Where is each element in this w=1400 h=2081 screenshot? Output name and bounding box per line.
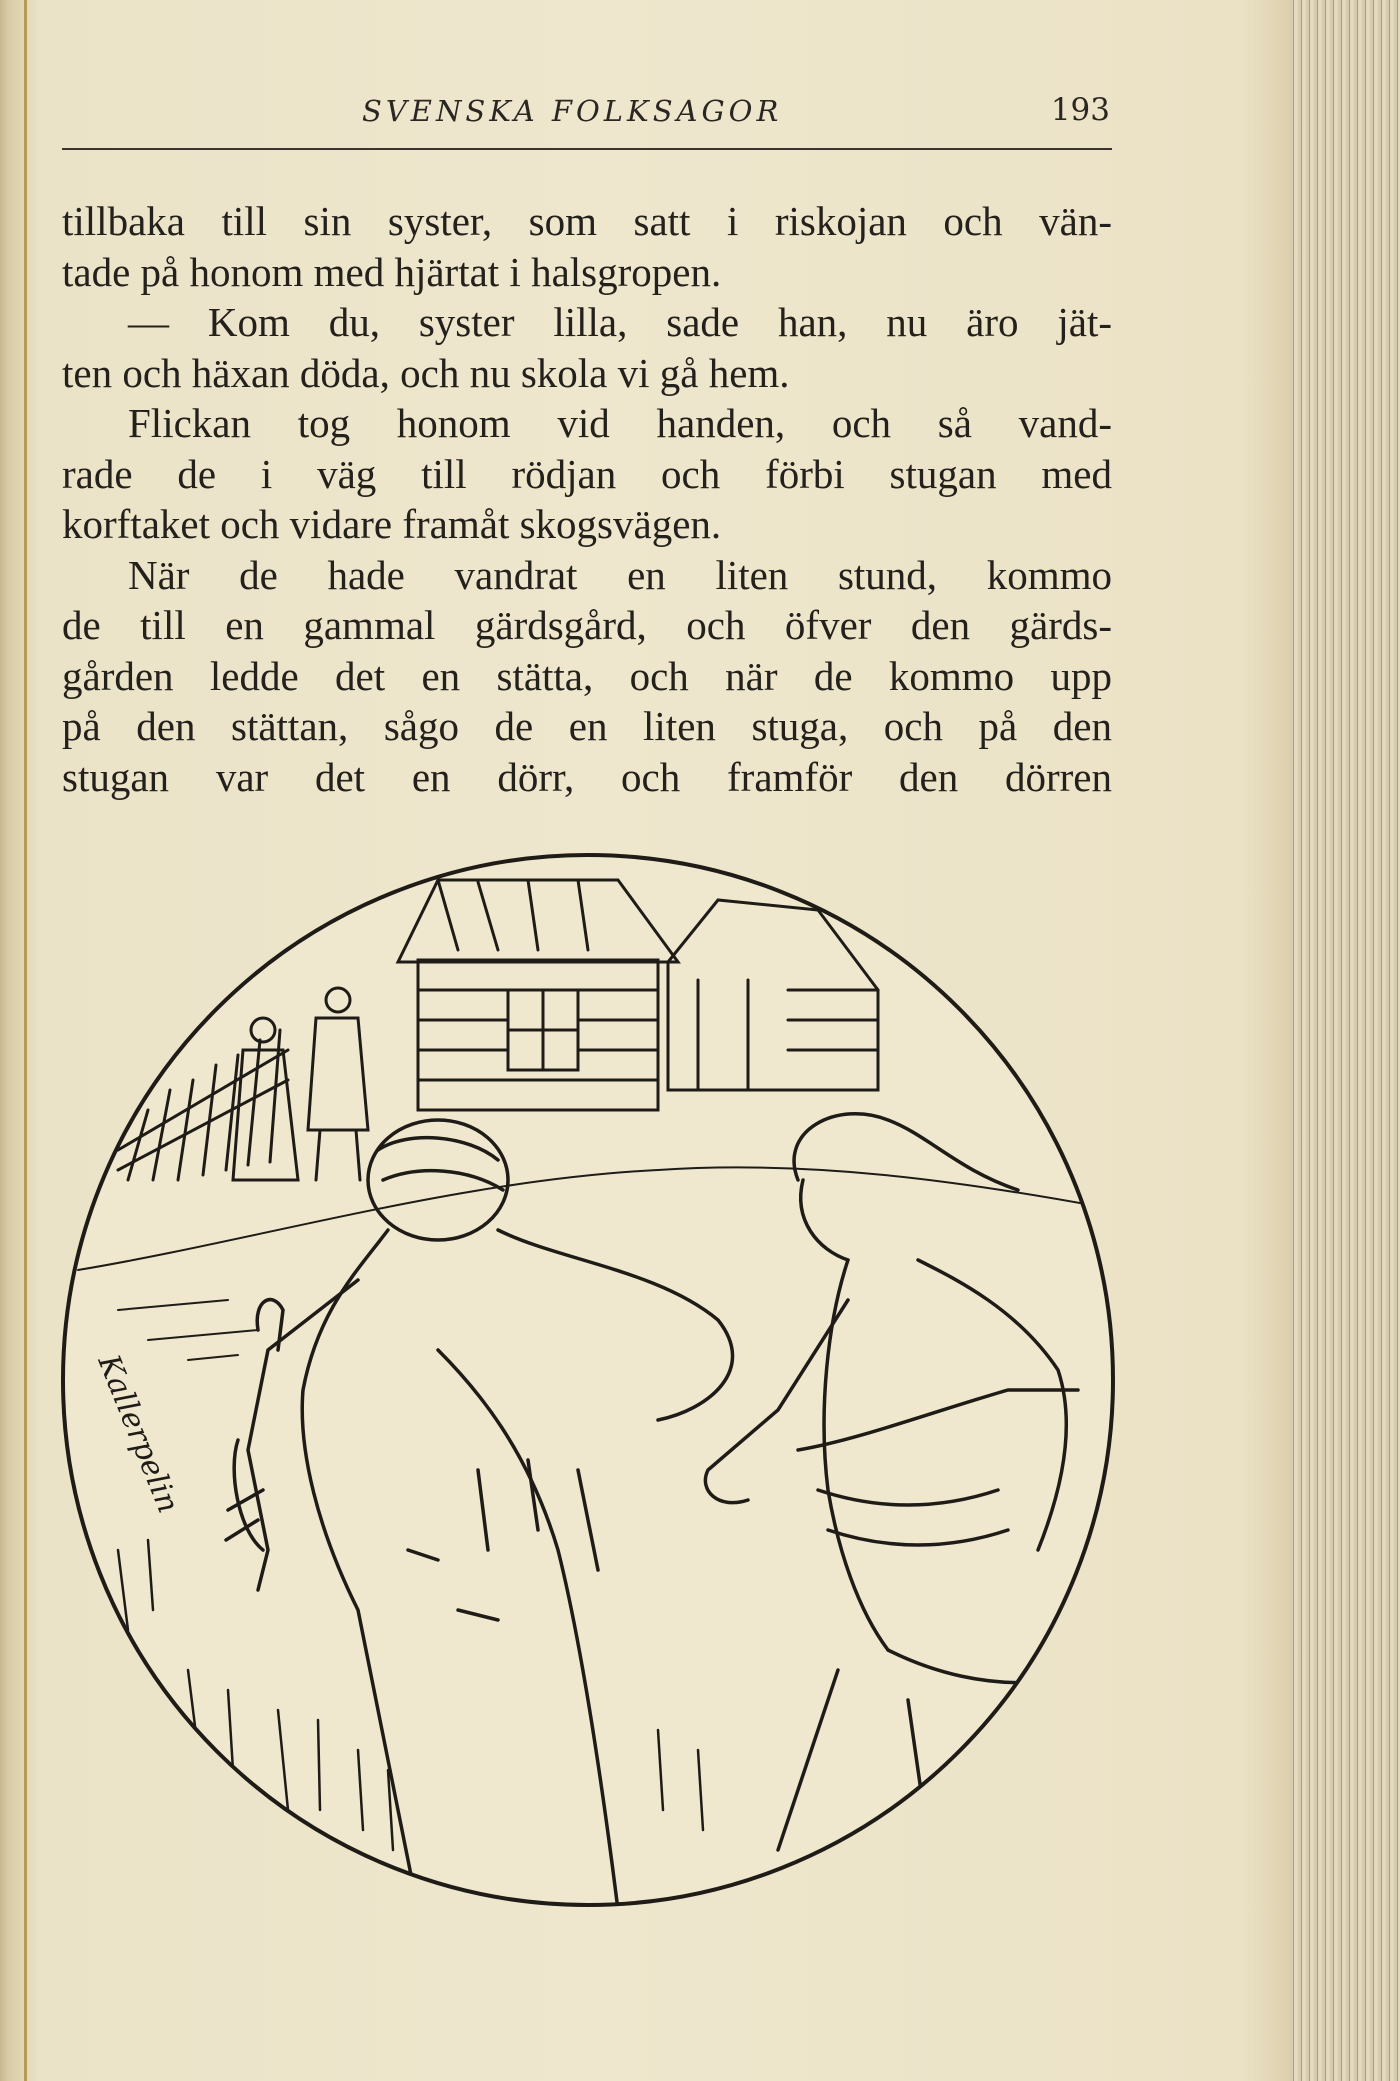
text-line: rade de i väg till rödjan och förbi stugan med <box>62 450 1112 497</box>
text-line: gården ledde det en stätta, och när de kommo upp <box>62 652 1112 699</box>
page-edges <box>1290 0 1400 2081</box>
text-line: stugan var det en dörr, och framför den dörren <box>62 753 1112 800</box>
text-line: ten och häxan döda, och nu skola vi gå hem. <box>62 349 790 396</box>
text-line: de till en gammal gärdsgård, och öfver den gärds- <box>62 602 1112 648</box>
text-line: tade på honom med hjärtat i halsgropen. <box>62 248 722 295</box>
header-rule <box>62 148 1112 150</box>
text-line: — Kom du, syster lilla, sade han, nu äro jät- <box>128 299 1112 345</box>
running-head <box>62 88 1112 138</box>
illustrator-signature: Kallerpelin <box>90 1349 186 1518</box>
text-line: på den stättan, sågo de en liten stuga, och på den <box>62 703 1112 749</box>
text-line: När de hade vandrat en liten stund, kommo <box>128 551 1112 598</box>
story-illustration <box>58 850 1118 1910</box>
text-line: tillbaka till sin syster, som satt i riskojan och vän- <box>62 198 1112 244</box>
page-gutter <box>24 0 27 2081</box>
story-text <box>62 196 1112 802</box>
page-number: 193 <box>1050 92 1110 128</box>
text-line: Flickan tog honom vid handen, och så vand- <box>128 400 1112 446</box>
running-head-title: SVENSKA FOLKSAGOR <box>362 94 783 128</box>
text-line: korftaket och vidare framåt skogsvägen. <box>62 501 722 547</box>
